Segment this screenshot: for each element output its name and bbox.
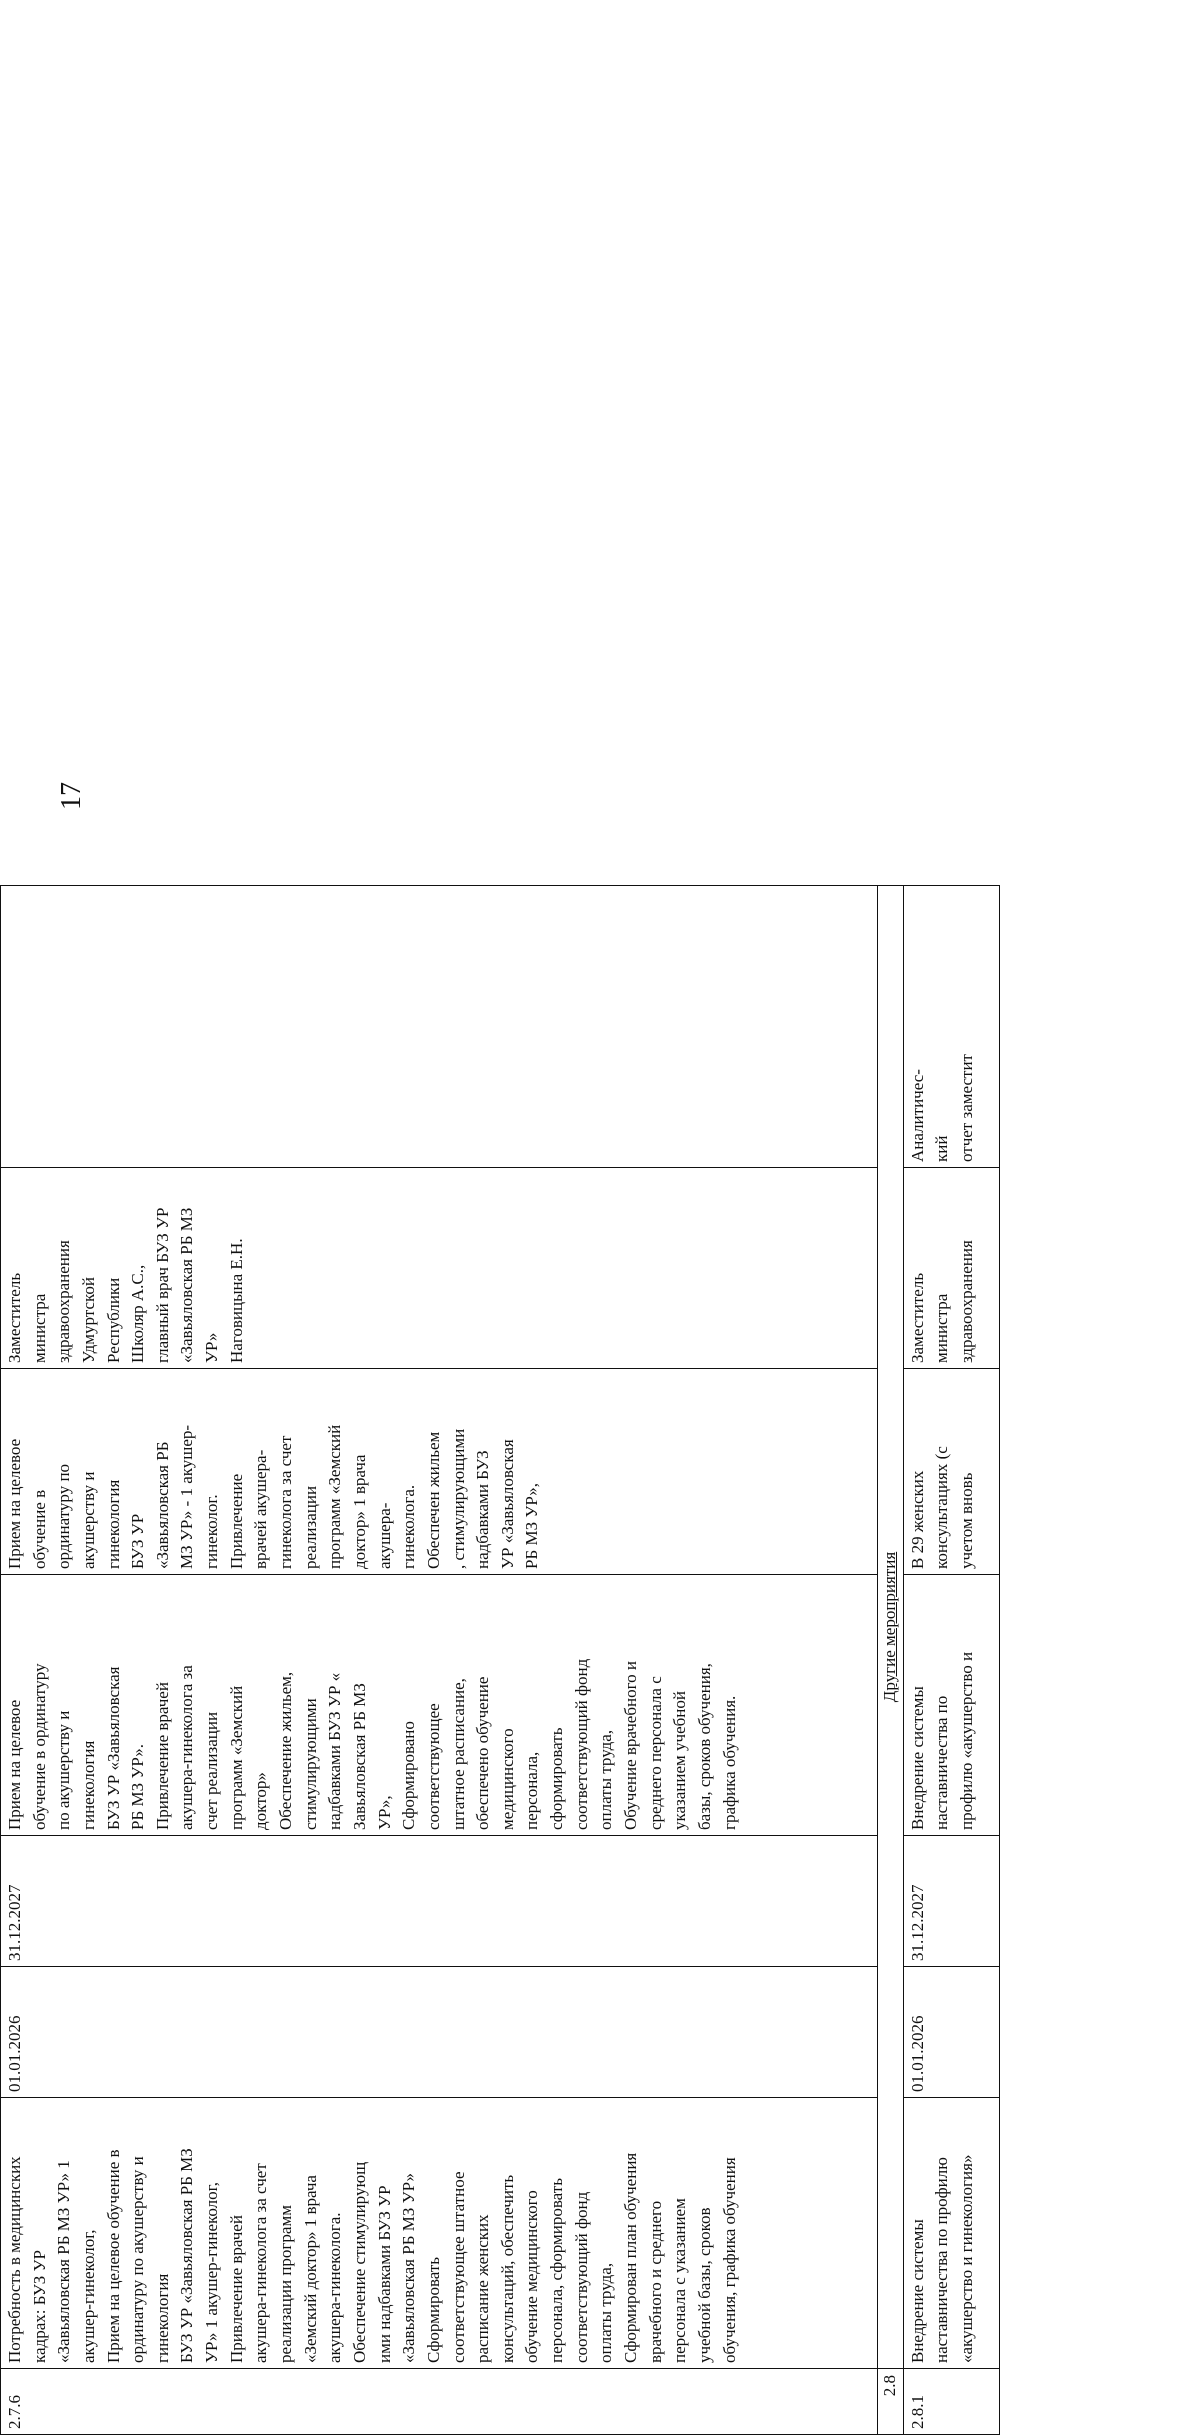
text-line: соответствующее xyxy=(423,1703,443,1830)
text-line: доктор» xyxy=(251,1772,271,1830)
characteristic-lines xyxy=(906,1374,980,1569)
indicator-lines xyxy=(906,2103,980,2363)
text-line: Сформировать xyxy=(423,2256,443,2363)
text-line: Привлечение xyxy=(226,1473,246,1569)
text-line: В 29 женских xyxy=(907,1470,927,1569)
text-line: акушера- xyxy=(374,1502,394,1569)
responsible-lines xyxy=(3,1173,249,1363)
text-line: врачебного и среднего xyxy=(645,2200,665,2363)
text-line: здравоохранения xyxy=(956,1240,976,1363)
text-line: профилю «акушерство и xyxy=(956,1651,976,1830)
text-line: УР», xyxy=(374,1795,394,1830)
text-line: штатное расписание, xyxy=(448,1678,468,1830)
text-line: БУЗ УР xyxy=(128,1513,148,1569)
section-row-2-8 xyxy=(877,886,903,2435)
report-cell xyxy=(1,886,878,1168)
text-line: БУЗ УР «Завьяловская xyxy=(103,1666,123,1830)
text-line: по акушерству и xyxy=(54,1710,74,1830)
text-line: акушерству и xyxy=(78,1471,98,1569)
text-line: Сформирован план обучения xyxy=(621,2152,641,2363)
characteristic-lines xyxy=(3,1374,545,1569)
text-line: министра xyxy=(29,1293,49,1363)
text-line: «Земский доктор» 1 врача xyxy=(300,2175,320,2363)
end-date: 31.12.2027 xyxy=(1,1836,878,1967)
text-line: , стимулирующими xyxy=(448,1428,468,1569)
text-line: учетом вновь xyxy=(956,1472,976,1569)
text-line: гинеколога за счет xyxy=(276,1435,296,1569)
text-line: кий xyxy=(932,1135,952,1162)
result-lines xyxy=(906,1580,980,1830)
text-line: соответствующее штатное xyxy=(448,2171,468,2363)
text-line: оплаты труда, xyxy=(596,1729,616,1830)
text-line: надбавками БУЗ УР « xyxy=(325,1672,345,1830)
characteristic-cell xyxy=(1,1369,878,1575)
text-line: учебной базы, сроков xyxy=(694,2207,714,2363)
indicator-cell xyxy=(903,2098,999,2369)
text-line: гинеколога. xyxy=(399,1484,419,1569)
indicator-lines xyxy=(3,2103,742,2363)
text-line: «акушерство и гинекология» xyxy=(956,2154,976,2363)
text-line: врачей акушера- xyxy=(251,1449,271,1569)
text-line: здравоохранения xyxy=(54,1240,74,1363)
table-row-2-7-6 xyxy=(1,886,878,2435)
text-line: сформировать xyxy=(547,1727,567,1830)
text-line: Заместитель xyxy=(907,1272,927,1363)
text-line: Прием на целевое обучение в xyxy=(103,2149,123,2363)
text-line: Прием на целевое xyxy=(5,1699,24,1830)
text-line: Привлечение врачей xyxy=(152,1682,172,1830)
page-number: 17 xyxy=(56,782,87,810)
text-line: обеспечено обучение xyxy=(473,1676,493,1830)
text-line: «Завьяловская РБ МЗ УР» 1 xyxy=(54,2160,74,2363)
characteristic-cell xyxy=(903,1369,999,1575)
text-line: УР «Завьяловская xyxy=(497,1439,517,1569)
text-line: Завьяловская РБ МЗ xyxy=(349,1683,369,1830)
indicator-cell xyxy=(1,2098,878,2369)
text-line: Сформировано xyxy=(399,1721,419,1830)
text-line: среднего персонала с xyxy=(645,1676,665,1830)
text-line: главный врач БУЗ УР xyxy=(152,1207,172,1363)
responsible-lines xyxy=(906,1173,980,1363)
text-line: акушера-гинеколога. xyxy=(325,2212,345,2363)
text-line: РБ МЗ УР», xyxy=(522,1482,542,1569)
text-line: УР» xyxy=(202,1332,222,1363)
text-line: акушера-гинеколога за xyxy=(177,1665,197,1830)
text-line: Аналитичес- xyxy=(907,1069,927,1162)
text-line: акушер-гинеколог, xyxy=(78,2229,98,2363)
text-line: гинекология xyxy=(78,1740,98,1830)
text-line: Заместитель xyxy=(5,1272,24,1363)
text-line: «Завьяловская РБ МЗ xyxy=(177,1207,197,1363)
text-line: ими надбавками БУЗ УР xyxy=(374,2185,394,2363)
report-cell xyxy=(903,886,999,1168)
text-line: базы, сроков обучения, xyxy=(694,1663,714,1830)
text-line: гинекология xyxy=(103,1479,123,1569)
text-line: Потребность в медицинских xyxy=(5,2156,24,2363)
text-line: надбавками БУЗ xyxy=(473,1450,493,1569)
text-line: консультаций, обеспечить xyxy=(497,2174,517,2363)
text-line: реализации xyxy=(300,1485,320,1569)
responsible-cell xyxy=(1,1168,878,1369)
text-line: гинекология xyxy=(152,2273,172,2363)
text-line: Внедрение системы xyxy=(907,2219,927,2363)
text-line: Внедрение системы xyxy=(907,1686,927,1830)
responsible-cell xyxy=(903,1168,999,1369)
text-line: министра xyxy=(932,1293,952,1363)
text-line: отчет заместит xyxy=(956,1054,976,1162)
text-line: МЗ УР» - 1 акушер- xyxy=(177,1424,197,1569)
report-lines xyxy=(906,891,980,1162)
row-number: 2.7.6 xyxy=(1,2369,878,2435)
text-line: гинеколог. xyxy=(202,1494,222,1569)
text-line: Обеспечен жильем xyxy=(423,1431,443,1569)
text-line: счет реализации xyxy=(202,1711,222,1830)
text-line: БУЗ УР «Завьяловская РБ МЗ xyxy=(177,2148,197,2363)
text-line: акушера-гинеколога за счет xyxy=(251,2163,271,2363)
end-date: 31.12.2027 xyxy=(903,1836,999,1967)
text-line: программ «Земский xyxy=(226,1685,246,1830)
text-line: Привлечение врачей xyxy=(226,2215,246,2363)
text-line: консультациях (с xyxy=(932,1446,952,1569)
text-line: Школяр А.С., xyxy=(128,1264,148,1363)
text-line: расписание женских xyxy=(473,2214,493,2363)
text-line: персонала с указанием xyxy=(670,2198,690,2363)
text-line: персонала, xyxy=(522,1751,542,1830)
text-line: оплаты труда, xyxy=(596,2262,616,2363)
text-line: Удмуртской xyxy=(78,1276,98,1363)
text-line: медицинского xyxy=(497,1728,517,1830)
text-line: стимулирующими xyxy=(300,1698,320,1830)
text-line: «Завьяловская РБ xyxy=(152,1441,172,1569)
text-line: УР» 1 акушер-гинеколог, xyxy=(202,2182,222,2363)
measures-table xyxy=(0,885,1000,2435)
text-line: ординатуру по акушерству и xyxy=(128,2156,148,2363)
text-line: обучение в ординатуру xyxy=(29,1663,49,1830)
text-line: Прием на целевое xyxy=(5,1438,24,1569)
text-line: Обучение врачебного и xyxy=(621,1661,641,1830)
start-date: 01.01.2026 xyxy=(903,1967,999,2098)
text-line: РБ МЗ УР». xyxy=(128,1743,148,1830)
rotated-table-sheet xyxy=(0,885,1000,2435)
result-lines xyxy=(3,1580,742,1830)
text-line: указанием учебной xyxy=(670,1691,690,1830)
text-line: кадрах: БУЗ УР xyxy=(29,2250,49,2363)
result-cell xyxy=(903,1575,999,1836)
text-line: соответствующий фонд xyxy=(571,1658,591,1830)
text-line: персонала, сформировать xyxy=(547,2178,567,2363)
text-line: Наговицына Е.Н. xyxy=(226,1238,246,1363)
table-row-2-8-1 xyxy=(903,886,999,2435)
text-line: Республики xyxy=(103,1277,123,1363)
result-cell xyxy=(1,1575,878,1836)
text-line: «Завьяловская РБ МЗ УР» xyxy=(399,2173,419,2363)
text-line: Обеспечение стимулирующ xyxy=(349,2161,369,2363)
text-line: соответствующий фонд xyxy=(571,2191,591,2363)
text-line: наставничества по профилю xyxy=(932,2157,952,2363)
row-number: 2.8.1 xyxy=(903,2369,999,2435)
text-line: графика обучения. xyxy=(719,1695,739,1830)
text-line: ординатуру по xyxy=(54,1463,74,1569)
text-line: обучения, графика обучения xyxy=(719,2157,739,2363)
text-line: реализации программ xyxy=(276,2205,296,2363)
section-number: 2.8 xyxy=(877,2369,903,2435)
section-title: Другие мероприятия xyxy=(877,886,903,2369)
text-line: доктор» 1 врача xyxy=(349,1454,369,1569)
start-date: 01.01.2026 xyxy=(1,1967,878,2098)
text-line: Обеспечение жильем, xyxy=(276,1671,296,1830)
text-line: наставничества по xyxy=(932,1695,952,1830)
text-line: программ «Земский xyxy=(325,1424,345,1569)
text-line: обучение медицинского xyxy=(522,2190,542,2363)
text-line: обучение в xyxy=(29,1489,49,1569)
